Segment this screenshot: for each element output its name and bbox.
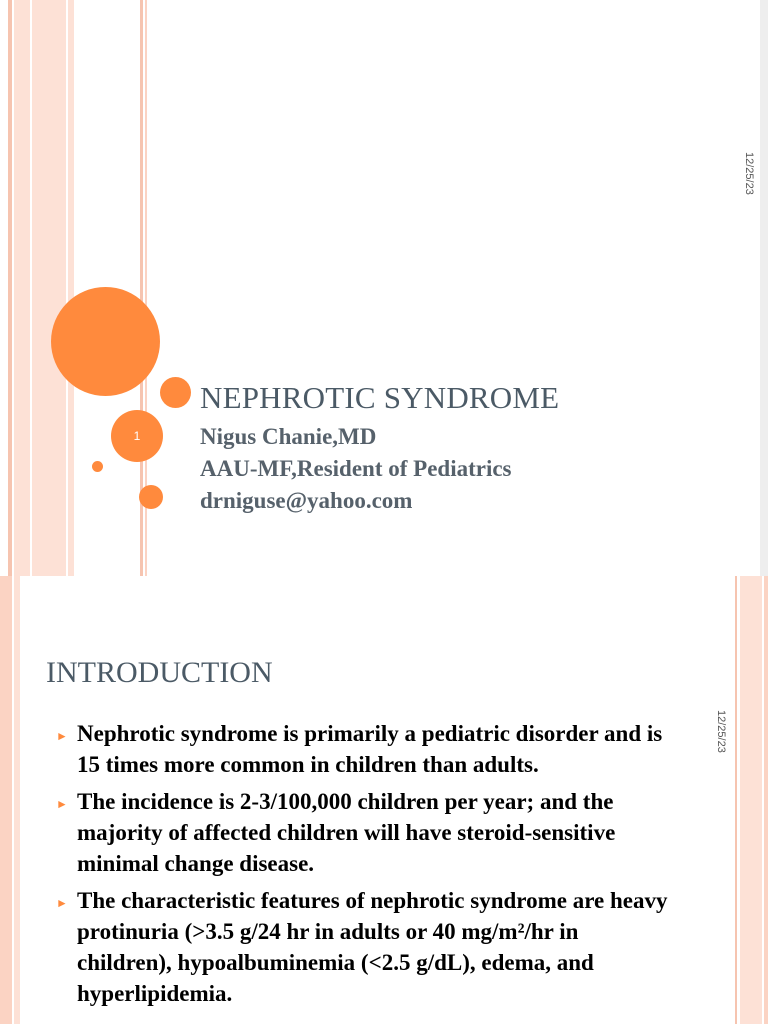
bullet-text: The characteristic features of nephrotic syndrome are heavy protinuria (>3.5 g/24 hr in adults or 40 mg/m²/hr in children), hypoalbuminemia (<2.5 g/dL), edema, and hyperlipidemia. bbox=[77, 888, 668, 1006]
triangle-bullet-icon: ► bbox=[56, 729, 68, 743]
medium-circle-decoration bbox=[160, 377, 191, 408]
stripe-decoration bbox=[760, 0, 768, 576]
large-circle-decoration bbox=[51, 287, 160, 396]
slide-title: INTRODUCTION bbox=[46, 656, 273, 689]
triangle-bullet-icon: ► bbox=[56, 797, 68, 811]
slide-title: NEPHROTIC SYNDROME bbox=[200, 380, 560, 415]
stripe-decoration bbox=[68, 0, 74, 576]
author-email: drniguse@yahoo.com bbox=[200, 488, 413, 513]
bullet-item bbox=[56, 786, 676, 879]
stripe-decoration bbox=[8, 0, 12, 576]
stripe-decoration bbox=[14, 0, 30, 576]
stripe-decoration bbox=[0, 576, 12, 1024]
triangle-bullet-icon: ► bbox=[56, 896, 68, 910]
bullet-list bbox=[56, 718, 676, 1015]
slide-date: 12/25/23 bbox=[715, 710, 727, 753]
small-circle-decoration bbox=[139, 485, 163, 509]
bullet-text: Nephrotic syndrome is primarily a pediatric disorder and is 15 times more common in children than adults. bbox=[77, 721, 663, 777]
stripe-decoration bbox=[740, 576, 762, 1024]
stripe-decoration bbox=[764, 576, 768, 1024]
tiny-circle-decoration bbox=[92, 461, 103, 472]
slide-date: 12/25/23 bbox=[743, 152, 755, 195]
stripe-decoration bbox=[14, 576, 20, 1024]
author-affiliation: AAU-MF,Resident of Pediatrics bbox=[200, 456, 512, 481]
slide-number: 1 bbox=[133, 429, 141, 443]
bullet-item bbox=[56, 885, 676, 1009]
bullet-text: The incidence is 2-3/100,000 children per year; and the majority of affected children will have steroid-sensitive minimal change disease. bbox=[77, 789, 616, 876]
stripe-decoration bbox=[735, 576, 737, 1024]
author-name: Nigus Chanie,MD bbox=[200, 424, 377, 449]
stripe-decoration bbox=[32, 0, 66, 576]
introduction-slide bbox=[0, 576, 768, 1024]
bullet-item bbox=[56, 718, 676, 780]
